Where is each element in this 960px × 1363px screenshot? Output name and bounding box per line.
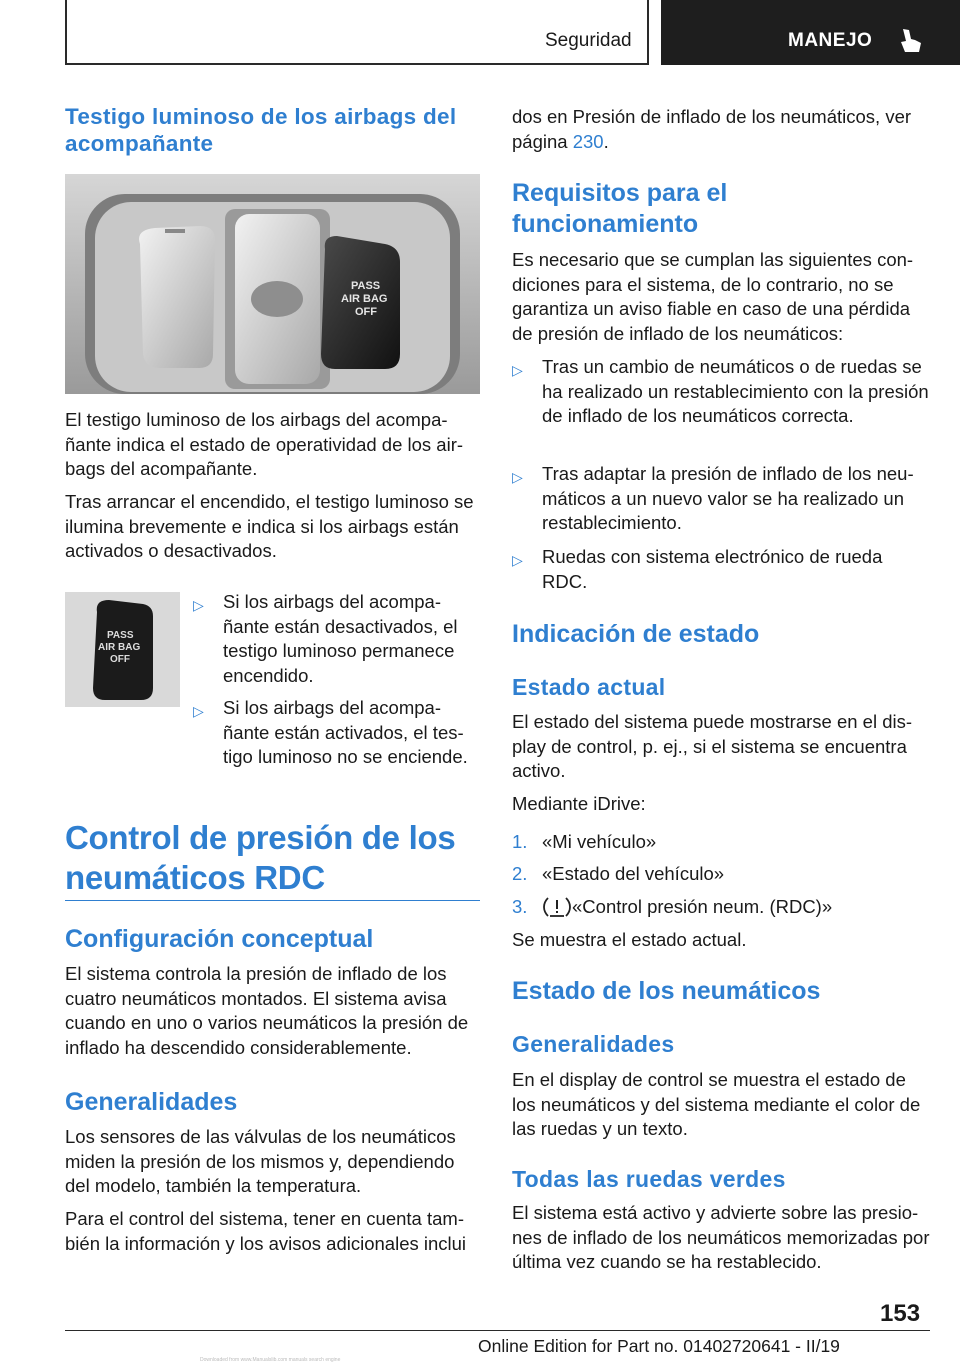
paragraph-testigo-2: Tras arrancar el encendido, el testigo luminoso se ilumina brevemente e indica si los airbags están activados o desactivados.: [65, 491, 474, 561]
continuation-text: dos en Presión de inflado de los neumáticos, ver página: [512, 106, 912, 152]
triangle-bullet-icon: ▷: [512, 469, 523, 485]
list-item-text: Ruedas con sistema electrónico de rueda RDC.: [542, 546, 883, 592]
footer-watermark: Downloaded from www.Manualslib.com manuals search engine: [200, 1357, 341, 1363]
paragraph-muestra: Se muestra el estado actual.: [512, 929, 747, 950]
page-link[interactable]: 230: [572, 130, 604, 152]
heading-indicacion: Indicación de estado: [512, 620, 760, 648]
photo-label-off: OFF: [355, 306, 377, 318]
button-label-off: OFF: [110, 654, 130, 665]
heading-requisitos: Requisitos para el funcionamiento: [512, 179, 728, 238]
step-text: «Control presión neum. (RDC)»: [572, 896, 833, 917]
header-right-rule: [647, 0, 649, 65]
airbag-off-button-photo: [65, 592, 180, 707]
list-item: [512, 355, 930, 455]
heading-generalidades-right: Generalidades: [512, 1031, 675, 1057]
step-text: «Estado del vehículo»: [542, 863, 725, 884]
list-item-text: Si los airbags del acompañante están activados, el testigo luminoso no se enciende.: [223, 697, 468, 767]
list-item-text: Si los airbags del acompañante están desactivados, el testigo luminoso permanece encendido.: [223, 591, 458, 686]
photo-label-pass: PASS: [351, 280, 381, 292]
paragraph-ruedas-verdes: El sistema está activo y advierte sobre las presiones de inflado de los neumáticos memorizadas por última vez cuando se ha restablecido.: [512, 1202, 930, 1272]
heading-rdc-rule: [65, 900, 480, 901]
paragraph-generalidades-1: Los sensores de las válvulas de los neumáticos miden la presión de los mismos y, dependiendo del modelo, también la temperatura.: [65, 1126, 456, 1196]
triangle-bullet-icon: ▷: [512, 552, 523, 568]
heading-rdc: Control de presión de los neumáticos RDC: [65, 819, 456, 896]
footer-edition: Online Edition for Part no. 01402720641 - II/19: [478, 1336, 840, 1356]
triangle-bullet-icon: ▷: [193, 703, 204, 719]
step-item: [512, 895, 930, 920]
button-label-pass: PASS: [107, 630, 134, 641]
step-item: [512, 862, 930, 887]
step-text: «Mi vehículo»: [542, 831, 657, 852]
heading-ruedas-verdes: Todas las ruedas verdes: [512, 1166, 786, 1192]
list-item: [193, 590, 480, 690]
heading-configuracion: Configuración conceptual: [65, 925, 374, 953]
triangle-bullet-icon: ▷: [193, 597, 204, 613]
triangle-bullet-icon: ▷: [512, 362, 523, 378]
footer-rule: [65, 1330, 930, 1331]
header-left-rule: [65, 0, 67, 64]
section-label: Seguridad: [545, 30, 632, 51]
tire-pressure-warning-icon: [542, 896, 572, 918]
paragraph-configuracion: El sistema controla la presión de inflado de los cuatro neumáticos montados. El sistema avisa cuando en uno o varios neumáticos la presión de inflado ha descendido considerablemente.: [65, 963, 469, 1058]
paragraph-estado: El estado del sistema puede mostrarse en el display de control, p. ej., si el sistema se encuentra activo.: [512, 711, 913, 781]
photo-label-airbag: AIR BAG: [341, 293, 388, 305]
heading-estado-actual: Estado actual: [512, 674, 666, 700]
list-item: [193, 696, 480, 776]
list-item: [512, 462, 930, 537]
step-number: 1.: [512, 831, 528, 852]
header-bottom-rule: [65, 63, 649, 65]
chapter-label: MANEJO: [788, 30, 873, 51]
paragraph-testigo-1: El testigo luminoso de los airbags del acompañante indica el estado de operatividad de los airbags del acompañante.: [65, 409, 464, 479]
paragraph-continuation: [512, 105, 927, 154]
chapter-tab: [661, 0, 960, 65]
paragraph-generalidades-2: Para el control del sistema, tener en cuenta también la información y los avisos adicionales inclui: [65, 1208, 467, 1254]
continuation-end: .: [603, 130, 609, 152]
heading-generalidades-left: Generalidades: [65, 1088, 238, 1116]
paragraph-requisitos: Es necesario que se cumplan las siguientes condiciones para el sistema, de lo contrario, no se garantiza un aviso fiable en caso de una pérdida de presión de inflado de los neumáticos:: [512, 249, 914, 344]
button-label-airbag: AIR BAG: [98, 642, 141, 653]
list-item: [512, 545, 930, 595]
heading-airbag-testigo: Testigo luminoso de los airbags del acompañante: [65, 104, 457, 156]
paragraph-idrive: Mediante iDrive:: [512, 793, 646, 814]
list-item-text: Tras un cambio de neumáticos o de ruedas se ha realizado un restablecimiento con la presión de inflado de los neumáticos correcta.: [542, 356, 929, 426]
step-number: 3.: [512, 896, 528, 917]
step-number: 2.: [512, 863, 528, 884]
steering-hand-icon: [897, 25, 923, 55]
step-item: [512, 830, 930, 855]
list-item-text: Tras adaptar la presión de inflado de los neumáticos a un nuevo valor se ha realizado un restablecimiento.: [542, 463, 914, 533]
paragraph-generalidades-right: En el display de control se muestra el estado de los neumáticos y del sistema mediante el color de las ruedas y un texto.: [512, 1069, 921, 1139]
heading-estado-neumaticos: Estado de los neumáticos: [512, 977, 821, 1005]
airbag-console-photo: [65, 174, 480, 394]
page-number: 153: [880, 1300, 921, 1327]
